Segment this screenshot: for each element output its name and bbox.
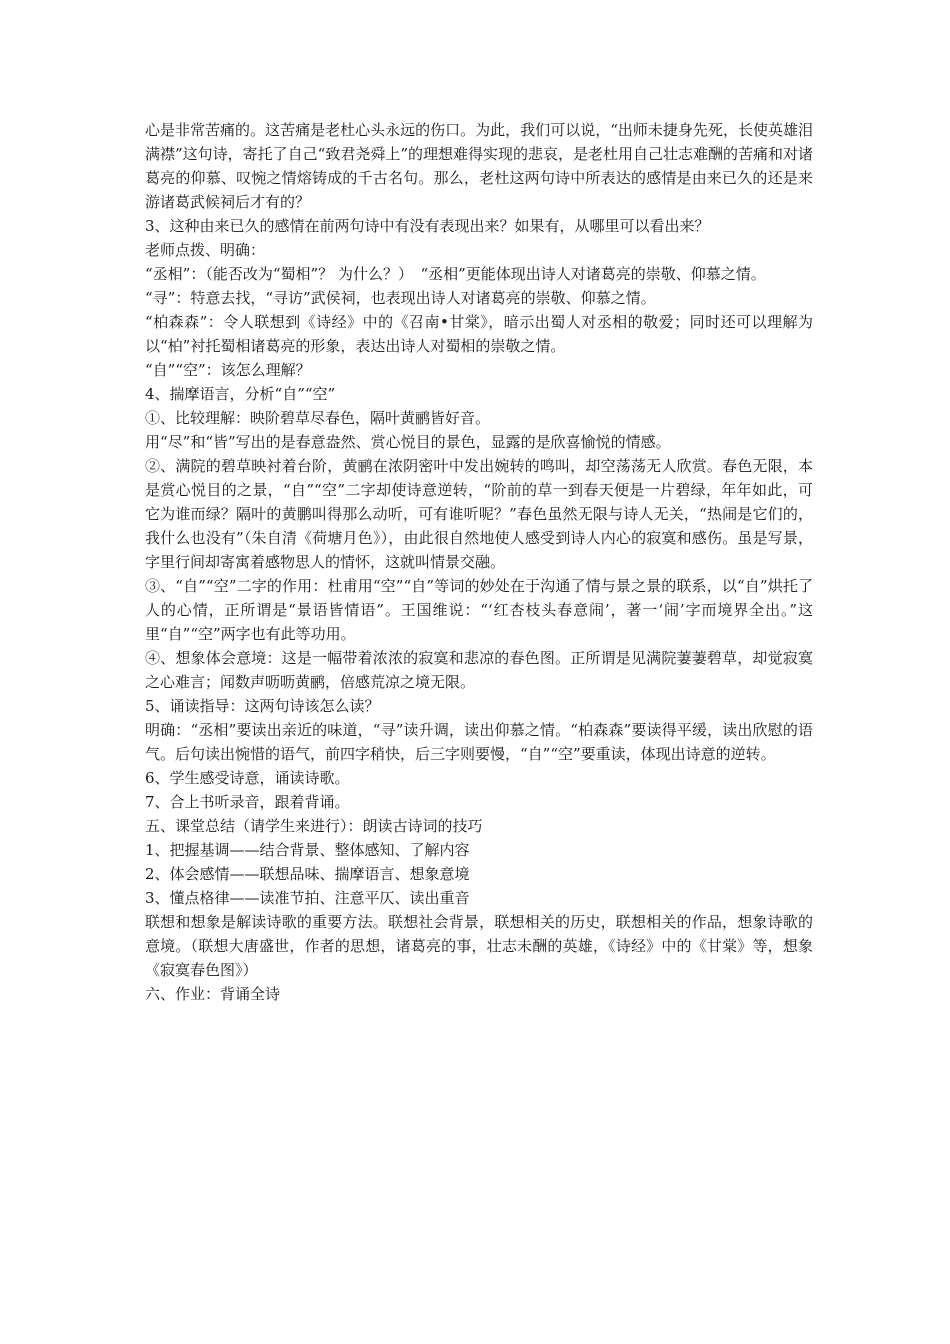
- summary-heading: 五、课堂总结（请学生来进行）：朗读古诗词的技巧: [145, 817, 483, 835]
- explanation-xun: “寻”：特意去找，“寻访”武侯祠，也表现出诗人对诸葛亮的崇敬、仰慕之情。: [145, 289, 656, 307]
- step-6: 6、学生感受诗意，诵读诗歌。: [145, 769, 350, 787]
- item-compare: ①、比较理解：映阶碧草尽春色，隔叶黄鹂皆好音。: [145, 409, 491, 427]
- summary-paragraph: 联想和想象是解读诗歌的重要方法。联想社会背景，联想相关的历史，联想相关的作品，想象诗歌的意境。（联想大唐盛世，作者的思想，诸葛亮的事，壮志未酬的英雄，《诗经》中的《甘棠》等，想象《寂寞春色图》）: [145, 913, 813, 979]
- reading-guidance: 明确：“丞相”要读出亲近的味道，“寻”读升调，读出仰慕之情。“柏森森”要读得平缓，读出欣慰的语气。后句读出惋惜的语气，前四字稍快，后三字则要慢，“自”“空”要重读，体现出诗意的逆转。: [145, 721, 813, 763]
- item-imagine-mood: ④、想象体会意境：这是一幅带着浓浓的寂寞和悲凉的春色图。正所谓是见满院萋萋碧草，却觉寂寞之心难言；闻数声呖呖黄鹂，倍感荒凉之境无限。: [145, 649, 813, 691]
- item-scene-analysis: ②、满院的碧草映衬着台阶，黄鹂在浓阴密叶中发出婉转的鸣叫，却空荡荡无人欣赏。春色无限，本是赏心悦目的之景，“自”“空”二字却使诗意逆转，“阶前的草一到春天便是一片碧绿，年年如此，可它为谁而绿？隔叶的黄鹏叫得那么动听，可有谁听呢？”春色虽然无限与诗人无关，“热闹是它们的，我什么也没有”（朱自清《荷塘月色》），由此很自然地使人感受到诗人内心的寂寞和感伤。虽是写景，字里行间却寄寓着感物思人的情怀，这就叫情景交融。: [145, 457, 813, 571]
- teacher-guidance-heading: 老师点拨、明确：: [145, 241, 266, 259]
- question-zi-kong: “自”“空”：该怎么理解？: [145, 361, 311, 379]
- summary-item-2: 2、体会感情——联想品味、揣摩语言、想象意境: [145, 865, 470, 883]
- explanation-baisensen: “柏森森”：令人联想到《诗经》中的《召南•甘棠》，暗示出蜀人对丞相的敬爱；同时还可以理解为以“柏”衬托蜀相诸葛亮的形象，表达出诗人对蜀相的崇敬之情。: [145, 313, 813, 355]
- summary-item-3: 3、懂点格律——读准节拍、注意平仄、读出重音: [145, 889, 470, 907]
- homework-heading: 六、作业：背诵全诗: [145, 985, 281, 1003]
- question-3: 3、这种由来已久的感情在前两句诗中有没有表现出来？如果有，从哪里可以看出来？: [145, 217, 710, 235]
- item-word-function: ③、“自”“空”二字的作用：杜甫用“空”“自”等词的妙处在于沟通了情与景之景的联系，以“自”烘托了人的心情，正所谓是“景语皆情语”。王国维说：“‘红杏枝头春意闹’，著一‘闹’字而境界全出。”这里“自”“空”两字也有此等功用。: [145, 577, 813, 643]
- item-compare-explanation: 用“尽”和“皆”写出的是春意盎然、赏心悦目的景色，显露的是欣喜愉悦的情感。: [145, 433, 671, 451]
- step-7: 7、合上书听录音，跟着背诵。: [145, 793, 350, 811]
- paragraph-intro: 心是非常苦痛的。这苦痛是老杜心头永远的伤口。为此，我们可以说，“出师未捷身先死，长使英雄泪满襟”这句诗，寄托了自己“致君尧舜上”的理想难得实现的悲哀，是老杜用自己壮志难酬的苦痛和对诸葛亮的仰慕、叹惋之情熔铸成的千古名句。那么，老杜这两句诗中所表达的感情是由来已久的还是来游诸葛武候祠后才有的？: [145, 121, 814, 211]
- section-4-heading: 4、揣摩语言，分析“自”“空”: [145, 385, 336, 403]
- section-5-heading: 5、诵读指导：这两句诗该怎么读？: [145, 697, 380, 715]
- document-body: [145, 118, 813, 1006]
- explanation-chengxiang: “丞相”：（能否改为“蜀相”？ 为什么？） “丞相”更能体现出诗人对诸葛亮的崇敬、仰慕之情。: [145, 265, 766, 283]
- summary-item-1: 1、把握基调——结合背景、整体感知、了解内容: [145, 841, 470, 859]
